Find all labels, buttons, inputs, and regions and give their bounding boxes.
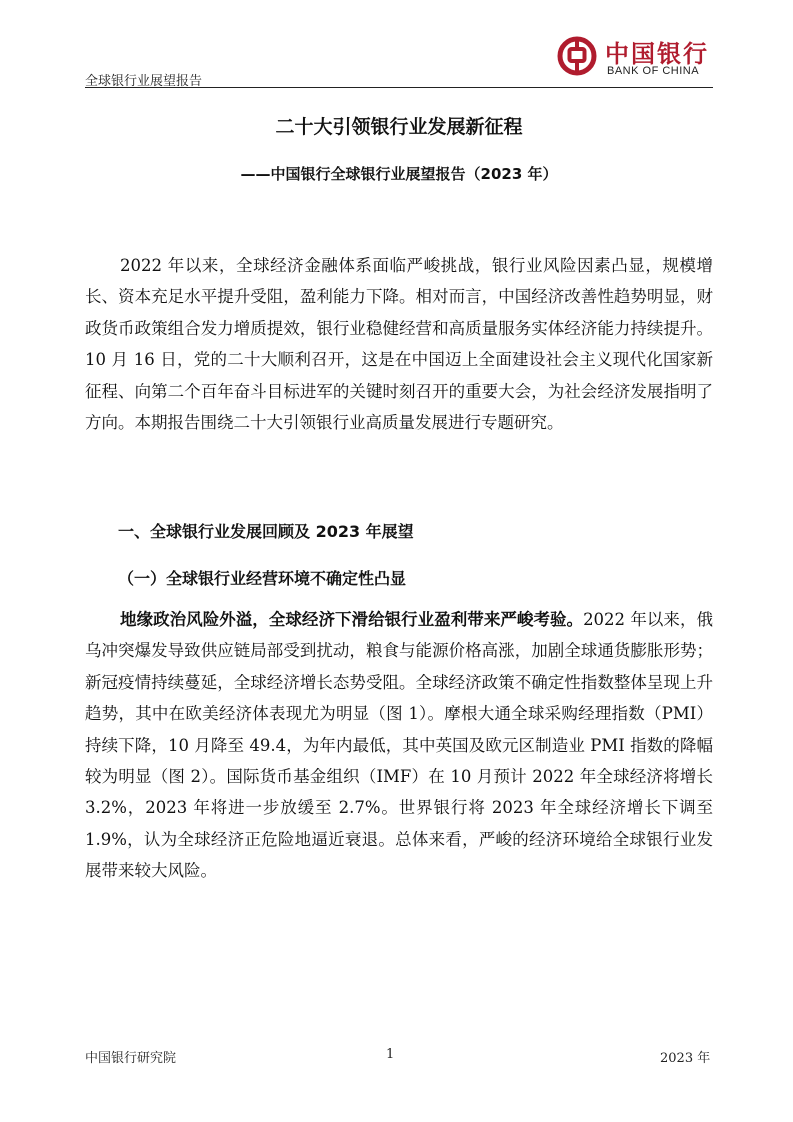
footer-institution: 中国银行研究院: [85, 1051, 177, 1066]
header-divider: [85, 87, 713, 88]
logo-english-name: BANK OF CHINA: [607, 65, 700, 77]
page-number: 1: [386, 1047, 395, 1062]
lead-sentence: 地缘政治风险外溢，全球经济下滑给银行业盈利带来严峻考验。: [120, 610, 584, 629]
intro-paragraph: 2022 年以来，全球经济金融体系面临严峻挑战，银行业风险因素凸显，规模增长、资本充足水平提升受阻，盈利能力下降。相对而言，中国经济改善性趋势明显，财政货币政策组合发力增质提效，银行业稳健经营和高质量服务实体经济能力持续提升。10 月 16 日，党的二十大顺利召开，这是在中国迈上全面建设社会主义现代化国家新征程、向第二个百年奋斗目标进军的关键时刻召开的重要大会，为社会经济发展指明了方向。本期报告围绕二十大引领银行业高质量发展进行专题研究。: [85, 256, 713, 433]
section-heading: 一、全球银行业发展回顾及 2023 年展望: [118, 522, 414, 541]
subsection-heading: （一）全球银行业经营环境不确定性凸显: [118, 569, 407, 588]
bank-of-china-logo: [557, 32, 717, 82]
report-title: 二十大引领银行业发展新征程: [275, 116, 523, 138]
body-text: 2022 年以来，俄乌冲突爆发导致供应链局部受到扰动，粮食与能源价格高涨，加剧全球通货膨胀形势；新冠疫情持续蔓延，全球经济增长态势受阻。全球经济政策不确定性指数整体呈现上升趋势，其中在欧美经济体表现尤为明显（图 1）。摩根大通全球采购经理指数（PMI）持续下降，10 月降至 49.4，为年内最低，其中英国及欧元区制造业 PMI 指数的降幅较为明显（图 2）。国际货币基金组织（IMF）在 10 月预计 2022 年全球经济将增长 3.2%，2023 年将进一步放缓至 2.7%。世界银行将 2023 年全球经济增长下调至 1.9%，认为全球经济正危险地逼近衰退。总体来看，严峻的经济环境给全球银行业发展带来较大风险。: [85, 610, 713, 881]
running-title: 全球银行业展望报告: [85, 74, 203, 89]
body-paragraph: [85, 604, 713, 887]
footer-year: 2023 年: [660, 1051, 711, 1066]
report-subtitle: ——中国银行全球银行业展望报告（2023 年）: [240, 165, 558, 183]
bank-of-china-emblem-icon: [557, 36, 597, 76]
logo-chinese-name: 中国银行: [605, 39, 709, 68]
